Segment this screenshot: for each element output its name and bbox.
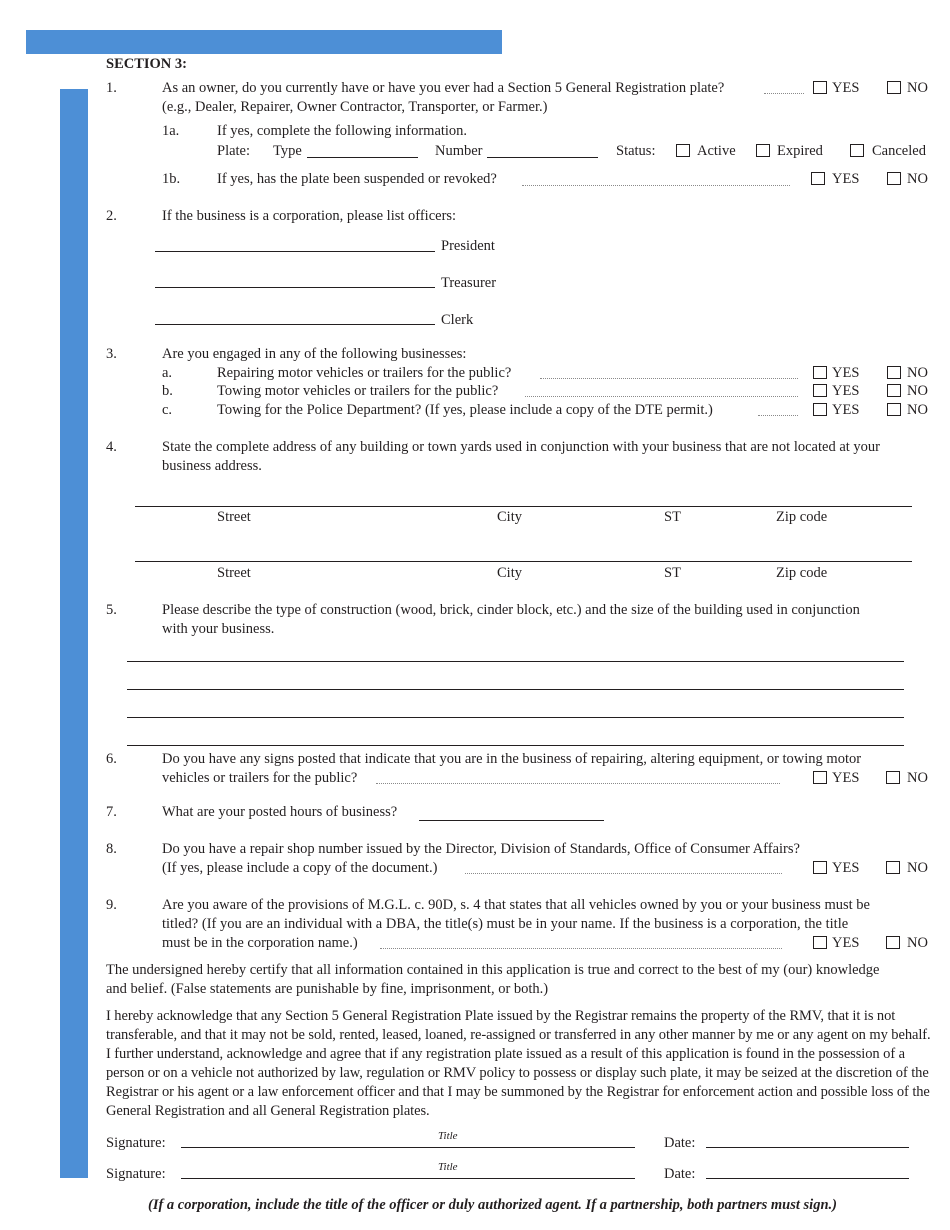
status-expired-checkbox[interactable] (756, 144, 770, 157)
signature-2-title-label: Title (438, 1161, 458, 1173)
q1-number: 1. (106, 80, 117, 96)
q8-no-label: NO (907, 860, 928, 876)
side-bar (60, 89, 88, 1178)
q9-yes-checkbox[interactable] (813, 936, 827, 949)
q3b-leader (525, 396, 798, 397)
q3a-leader (540, 378, 798, 379)
q6-leader (376, 783, 780, 784)
q1b-no-label: NO (907, 171, 928, 187)
q5-text-line2: with your business. (162, 621, 275, 637)
clerk-label: Clerk (441, 312, 474, 328)
address2-zip-label: Zip code (776, 565, 828, 581)
q1b-yes-label: YES (832, 171, 860, 187)
type-label: Type (273, 143, 302, 159)
q1b-number: 1b. (162, 171, 181, 187)
q1-yes-checkbox[interactable] (813, 81, 827, 94)
address1-field[interactable] (135, 506, 912, 507)
q3c-yes-checkbox[interactable] (813, 403, 827, 416)
president-label: President (441, 238, 495, 254)
q3a-yes-label: YES (832, 365, 860, 381)
q5-number: 5. (106, 602, 117, 618)
q3b-yes-checkbox[interactable] (813, 384, 827, 397)
footer-note: (If a corporation, include the title of the officer or duly authorized agent. If a partnership, both partners must sign.) (148, 1197, 837, 1213)
q8-text-line1: Do you have a repair shop number issued by the Director, Division of Standards, Office of Consumer Affairs? (162, 841, 800, 857)
construction-line-2[interactable] (127, 689, 904, 690)
plate-number-field[interactable] (487, 157, 598, 158)
status-active-checkbox[interactable] (676, 144, 690, 157)
q1-examples: (e.g., Dealer, Repairer, Owner Contractor, Transporter, or Farmer.) (162, 99, 548, 115)
q1-no-checkbox[interactable] (887, 81, 901, 94)
q1b-yes-checkbox[interactable] (811, 172, 825, 185)
address2-street-label: Street (217, 565, 251, 581)
q9-number: 9. (106, 897, 117, 913)
q9-no-label: NO (907, 935, 928, 951)
header-bar (26, 30, 502, 54)
status-active-label: Active (697, 143, 736, 159)
q3a-no-label: NO (907, 365, 928, 381)
status-label: Status: (616, 143, 656, 159)
address1-zip-label: Zip code (776, 509, 828, 525)
q9-no-checkbox[interactable] (886, 936, 900, 949)
q9-leader (380, 948, 782, 949)
date-2-field[interactable] (706, 1178, 909, 1179)
q7-number: 7. (106, 804, 117, 820)
q8-number: 8. (106, 841, 117, 857)
q3b-text: Towing motor vehicles or trailers for the public? (217, 383, 499, 399)
acknowledgement-text: I hereby acknowledge that any Section 5 General Registration Plate issued by the Registrar remains the property of the RMV, that it is not transferable, and that it may not be sold, rented, leased, loaned, re-assigned or transferred in any other manner by me or any agent on my behalf. I further understand, acknowledge and agree that if any registration plate issued as a result of this application is found in the possession of a person or on a vehicle not authorized by law, regulation or RMV policy to possess or display such plate, it may be seized at the discretion of the Registrar or his agent or a law enforcement officer and that I may be summoned by the Registrar for enforcement action and possible loss of the General Registration and all General Registration plates. (106, 1008, 931, 1119)
q3b-letter: b. (162, 383, 173, 399)
section-title: SECTION 3: (106, 56, 187, 72)
q1b-leader (522, 185, 790, 186)
q3b-yes-label: YES (832, 383, 860, 399)
q3a-no-checkbox[interactable] (887, 366, 901, 379)
q1-text: As an owner, do you currently have or have you ever had a Section 5 General Registration plate? (162, 80, 725, 96)
signature-1-field[interactable] (181, 1147, 635, 1148)
q4-text-line1: State the complete address of any building or town yards used in conjunction with your business that are not located at your (162, 439, 880, 455)
status-canceled-label: Canceled (872, 143, 926, 159)
treasurer-field[interactable] (155, 287, 435, 288)
plate-label: Plate: (217, 143, 251, 159)
q1-yes-label: YES (832, 80, 860, 96)
certification-text: The undersigned hereby certify that all information contained in this application is true and correct to the best of my (our) knowledge and belief. (False statements are punishable by fine, imprisonment, or both.) (106, 962, 880, 997)
q2-number: 2. (106, 208, 117, 224)
q8-leader (465, 873, 782, 874)
q1b-no-checkbox[interactable] (887, 172, 901, 185)
q1b-text: If yes, has the plate been suspended or revoked? (217, 171, 497, 187)
construction-line-1[interactable] (127, 661, 904, 662)
q9-text-line2: titled? (If you are an individual with a DBA, the title(s) must be in your name. If the business is a corporation, the title (162, 916, 849, 932)
q5-text-line1: Please describe the type of construction (wood, brick, cinder block, etc.) and the size of the building used in conjunction (162, 602, 860, 618)
treasurer-label: Treasurer (441, 275, 497, 291)
clerk-field[interactable] (155, 324, 435, 325)
q8-yes-label: YES (832, 860, 860, 876)
signature-2-field[interactable] (181, 1178, 635, 1179)
q6-text-line1: Do you have any signs posted that indicate that you are in the business of repairing, altering equipment, or towing motor (162, 751, 862, 767)
q3b-no-label: NO (907, 383, 928, 399)
q1a-number: 1a. (162, 123, 180, 139)
q9-text-line3: must be in the corporation name.) (162, 935, 358, 951)
q4-number: 4. (106, 439, 117, 455)
q3a-yes-checkbox[interactable] (813, 366, 827, 379)
q3c-yes-label: YES (832, 402, 860, 418)
q1-leader (764, 93, 804, 94)
q6-number: 6. (106, 751, 117, 767)
date-1-field[interactable] (706, 1147, 909, 1148)
date-1-label: Date: (664, 1135, 696, 1151)
q3c-no-checkbox[interactable] (887, 403, 901, 416)
construction-line-4[interactable] (127, 745, 904, 746)
address1-city-label: City (497, 509, 522, 525)
q6-yes-checkbox[interactable] (813, 771, 827, 784)
q1a-text: If yes, complete the following information. (217, 123, 468, 139)
q6-no-label: NO (907, 770, 928, 786)
status-expired-label: Expired (777, 143, 823, 159)
q3a-letter: a. (162, 365, 173, 381)
q9-text-line1: Are you aware of the provisions of M.G.L. c. 90D, s. 4 that states that all vehicles owned by you or your business must be (162, 897, 870, 913)
q2-text: If the business is a corporation, please list officers: (162, 208, 457, 224)
address2-city-label: City (497, 565, 522, 581)
q3c-letter: c. (162, 402, 173, 418)
plate-type-field[interactable] (307, 157, 418, 158)
q3a-text: Repairing motor vehicles or trailers for the public? (217, 365, 512, 381)
q3c-leader (758, 415, 798, 416)
signature-1-title-label: Title (438, 1130, 458, 1142)
signature-2-label: Signature: (106, 1166, 166, 1182)
address1-street-label: Street (217, 509, 251, 525)
q9-yes-label: YES (832, 935, 860, 951)
date-2-label: Date: (664, 1166, 696, 1182)
q3b-no-checkbox[interactable] (887, 384, 901, 397)
q3-text: Are you engaged in any of the following businesses: (162, 346, 467, 362)
q3-number: 3. (106, 346, 117, 362)
address2-field[interactable] (135, 561, 912, 562)
q3c-text: Towing for the Police Department? (If yes, please include a copy of the DTE permit.) (217, 402, 713, 418)
construction-line-3[interactable] (127, 717, 904, 718)
address1-st-label: ST (664, 509, 681, 525)
q8-yes-checkbox[interactable] (813, 861, 827, 874)
q8-text-line2: (If yes, please include a copy of the document.) (162, 860, 438, 876)
address2-st-label: ST (664, 565, 681, 581)
q3c-no-label: NO (907, 402, 928, 418)
q6-text-line2: vehicles or trailers for the public? (162, 770, 358, 786)
q4-text-line2: business address. (162, 458, 262, 474)
hours-field[interactable] (419, 820, 604, 821)
number-label: Number (435, 143, 483, 159)
q7-text: What are your posted hours of business? (162, 804, 398, 820)
q8-no-checkbox[interactable] (886, 861, 900, 874)
president-field[interactable] (155, 251, 435, 252)
q6-no-checkbox[interactable] (886, 771, 900, 784)
q1-no-label: NO (907, 80, 928, 96)
signature-1-label: Signature: (106, 1135, 166, 1151)
status-canceled-checkbox[interactable] (850, 144, 864, 157)
q6-yes-label: YES (832, 770, 860, 786)
